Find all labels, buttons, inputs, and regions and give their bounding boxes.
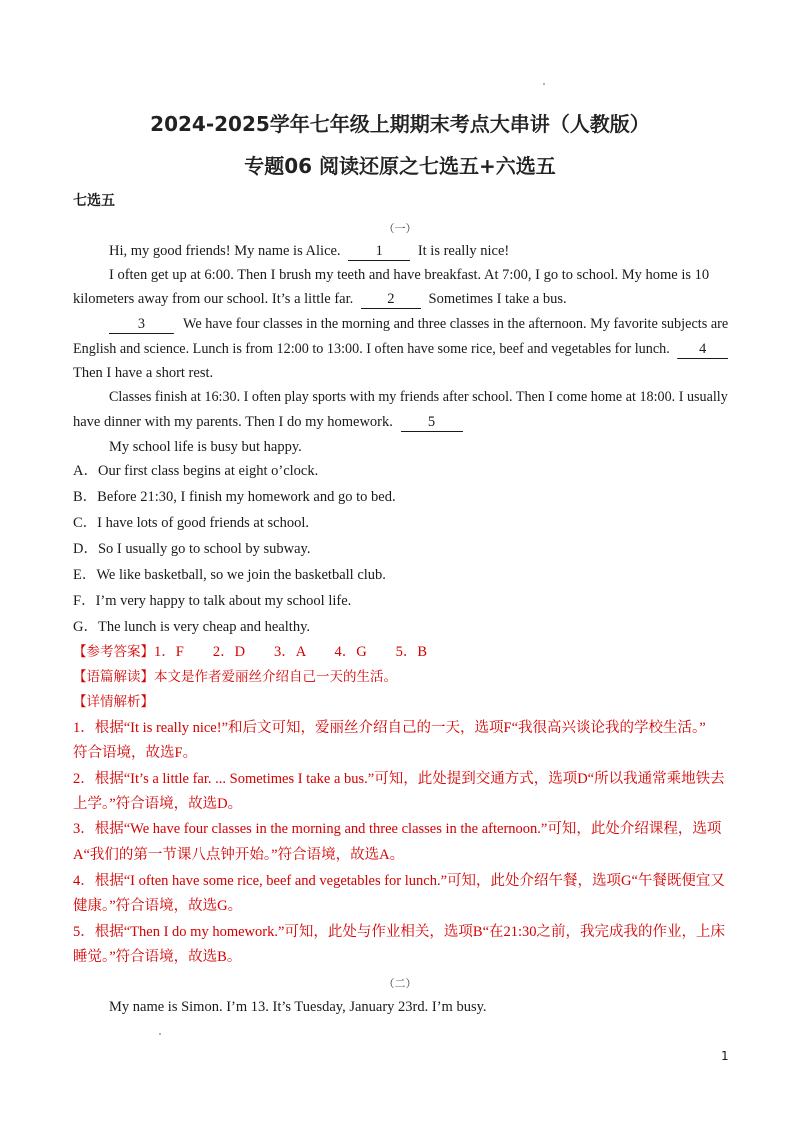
analysis-line: 3．根据“We have four classes in the morning and three classes in the afternoon.”可知，此处介绍课程，选项: [73, 821, 722, 837]
passage-text: We have four classes in the morning and three classes in the afternoon. My favorite subjects are: [183, 316, 729, 332]
passage2-line: My name is Simon. I’m 13. It’s Tuesday, January 23rd. I’m busy.: [109, 999, 487, 1015]
option-d: D．So I usually go to school by subway.: [73, 541, 311, 557]
passage-text: Hi, my good friends! My name is Alice.: [109, 243, 341, 259]
scan-speck: [159, 1033, 161, 1035]
analysis-line: 符合语境，故选F。: [73, 745, 198, 761]
passage-text: It is really nice!: [417, 243, 510, 259]
analysis-line: 健康。”符合语境，故选G。: [73, 898, 243, 914]
analysis-line: 5．根据“Then I do my homework.”可知，此处与作业相关，选项B“在21:30之前，我完成我的作业，上床: [73, 924, 726, 940]
summary-label: 【语篇解读】: [73, 669, 154, 685]
option-g: G．The lunch is very cheap and healthy.: [73, 619, 311, 635]
option-a: A．Our first class begins at eight o’clock.: [73, 463, 319, 479]
page-number: 1: [721, 1049, 729, 1063]
passage-line: [73, 415, 463, 432]
analysis-line: 4．根据“I often have some rice, beef and vegetables for lunch.”可知，此处介绍午餐，选项G“午餐既便宜又: [73, 873, 725, 889]
answer-blank-1: 1: [348, 244, 410, 261]
passage-line: [73, 292, 567, 309]
passage-line: [109, 244, 509, 261]
passage-text: English and science. Lunch is from 12:00 to 13:00. I often have some rice, beef and vegetables for lunch.: [73, 341, 670, 357]
answer-blank-2: 2: [361, 292, 421, 309]
section-heading: 七选五: [73, 193, 115, 209]
passage-line: My school life is busy but happy.: [109, 439, 302, 455]
option-f: F．I’m very happy to talk about my school life.: [73, 593, 352, 609]
passage-text: kilometers away from our school. It’s a little far.: [73, 291, 354, 307]
passage-text: Sometimes I take a bus.: [428, 291, 567, 307]
analysis-line: A“我们的第一节课八点钟开始。”符合语境，故选A。: [73, 847, 405, 863]
passage-line: Classes finish at 16:30. I often play sports with my friends after school. Then I come home at 18:00. I usually: [109, 389, 728, 405]
passage-line: I often get up at 6:00. Then I brush my teeth and have breakfast. At 7:00, I go to school. My home is 10: [109, 267, 710, 283]
part-label-1: （一）: [383, 222, 417, 235]
option-c: C．I have lots of good friends at school.: [73, 515, 309, 531]
passage-line: [109, 317, 728, 334]
analysis-line: 睡觉。”符合语境，故选B。: [73, 949, 242, 965]
passage-line: [73, 342, 728, 359]
option-e: E．We like basketball, so we join the basketball club.: [73, 567, 386, 583]
document-title: 2024-2025学年七年级上期期末考点大串讲（人教版）: [150, 112, 650, 136]
analysis-label: 【详情解析】: [73, 694, 154, 710]
answer-blank-5: 5: [401, 415, 463, 432]
analysis-line: 2．根据“It’s a little far. ... Sometimes I take a bus.”可知，此处提到交通方式，选项D“所以我通常乘地铁去: [73, 771, 725, 787]
answer-blank-3: 3: [109, 317, 174, 334]
option-b: B．Before 21:30, I finish my homework and go to bed.: [73, 489, 396, 505]
summary: [73, 671, 397, 685]
passage-line: Then I have a short rest.: [73, 365, 214, 381]
answer-key: [73, 645, 427, 660]
analysis-line: 1．根据“It is really nice!”和后文可知，爱丽丝介绍自己的一天，选项F“我很高兴谈论我的学校生活。”: [73, 720, 706, 736]
part-label-2: （二）: [383, 977, 417, 990]
answer-key-values: 1．F 2．D 3．A 4．G 5．B: [154, 644, 428, 660]
passage-text: have dinner with my parents. Then I do my homework.: [73, 414, 393, 430]
analysis-line: 上学。”符合语境，故选D。: [73, 796, 243, 812]
answer-key-label: 【参考答案】: [73, 644, 154, 660]
answer-blank-4: 4: [677, 342, 728, 359]
scan-speck: [543, 83, 545, 85]
document-subtitle: 专题06 阅读还原之七选五+六选五: [244, 154, 556, 178]
summary-text: 本文是作者爱丽丝介绍自己一天的生活。: [154, 669, 397, 685]
